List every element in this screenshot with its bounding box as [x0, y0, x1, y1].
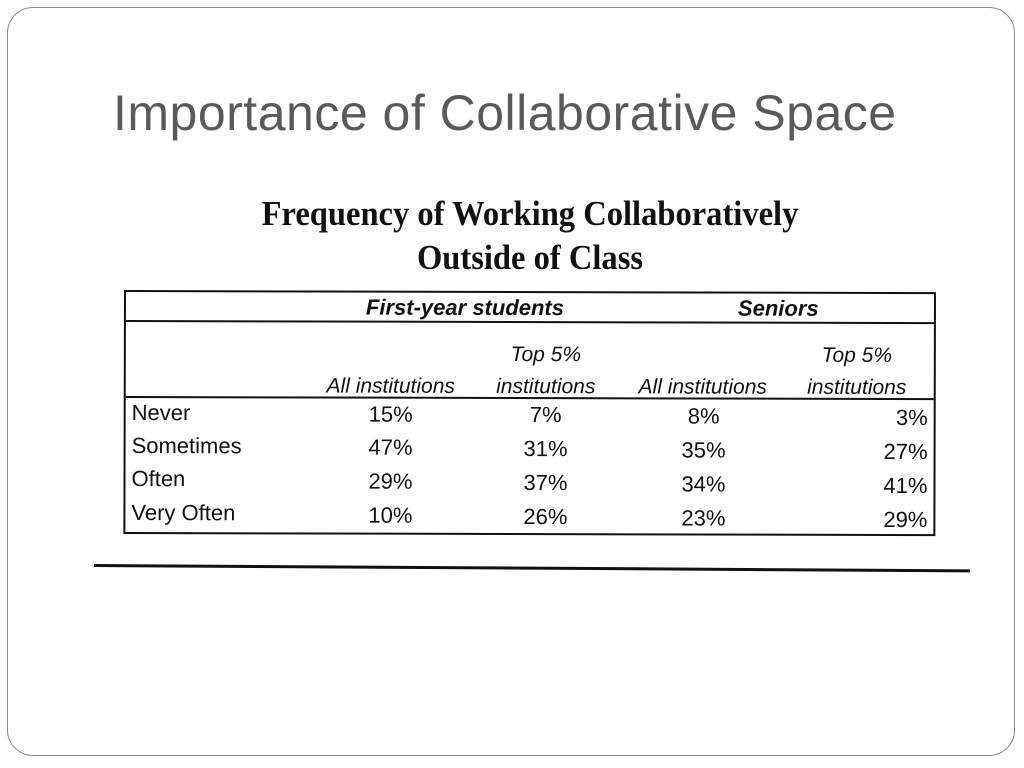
figure-heading-line-2: Outside of Class	[416, 238, 644, 277]
table-cell: 34%	[681, 471, 726, 497]
row-label-sometimes: Sometimes	[131, 433, 242, 459]
column-header-fy-top5	[471, 339, 621, 403]
table-cell: 23%	[681, 505, 726, 531]
column-header-sr-all-line2: All institutions	[638, 375, 767, 399]
table-cell: 41%	[883, 472, 928, 499]
frequency-table	[123, 290, 936, 536]
column-header-sr-top5-line1: Top 5%	[821, 343, 893, 368]
table-cell: 27%	[883, 438, 928, 465]
table-cell: 26%	[523, 504, 568, 530]
row-label-very-often: Very Often	[131, 500, 236, 526]
table-cell: 31%	[523, 436, 568, 462]
figure-bottom-rule	[94, 564, 970, 572]
column-header-sr-top5	[782, 340, 932, 404]
table-cell: 35%	[681, 437, 726, 463]
table-cell: 8%	[687, 403, 720, 429]
table-cell: 10%	[368, 502, 413, 528]
column-header-fy-all-line2: All institutions	[326, 374, 455, 398]
figure-heading-line-1: Frequency of Working Collaboratively	[261, 194, 799, 233]
table-cell: 7%	[529, 402, 562, 428]
group-header-seniors: Seniors	[737, 295, 819, 321]
column-header-fy-top5-line2: institutions	[496, 374, 596, 399]
table-cell: 47%	[368, 434, 413, 460]
row-label-often: Often	[131, 466, 186, 492]
row-label-never: Never	[131, 400, 191, 426]
scanned-table-figure	[90, 178, 970, 578]
slide-title: Importance of Collaborative Space	[113, 85, 897, 141]
table-cell: 37%	[523, 470, 568, 496]
figure-heading	[90, 192, 970, 280]
column-header-sr-top5-line2: institutions	[807, 375, 907, 400]
table-cell: 3%	[895, 405, 928, 431]
column-header-fy-top5-line1: Top 5%	[510, 343, 582, 367]
group-header-first-year: First-year students	[365, 294, 565, 321]
table-cell: 29%	[368, 468, 413, 494]
table-cell: 15%	[368, 401, 413, 427]
table-cell: 29%	[883, 506, 928, 533]
